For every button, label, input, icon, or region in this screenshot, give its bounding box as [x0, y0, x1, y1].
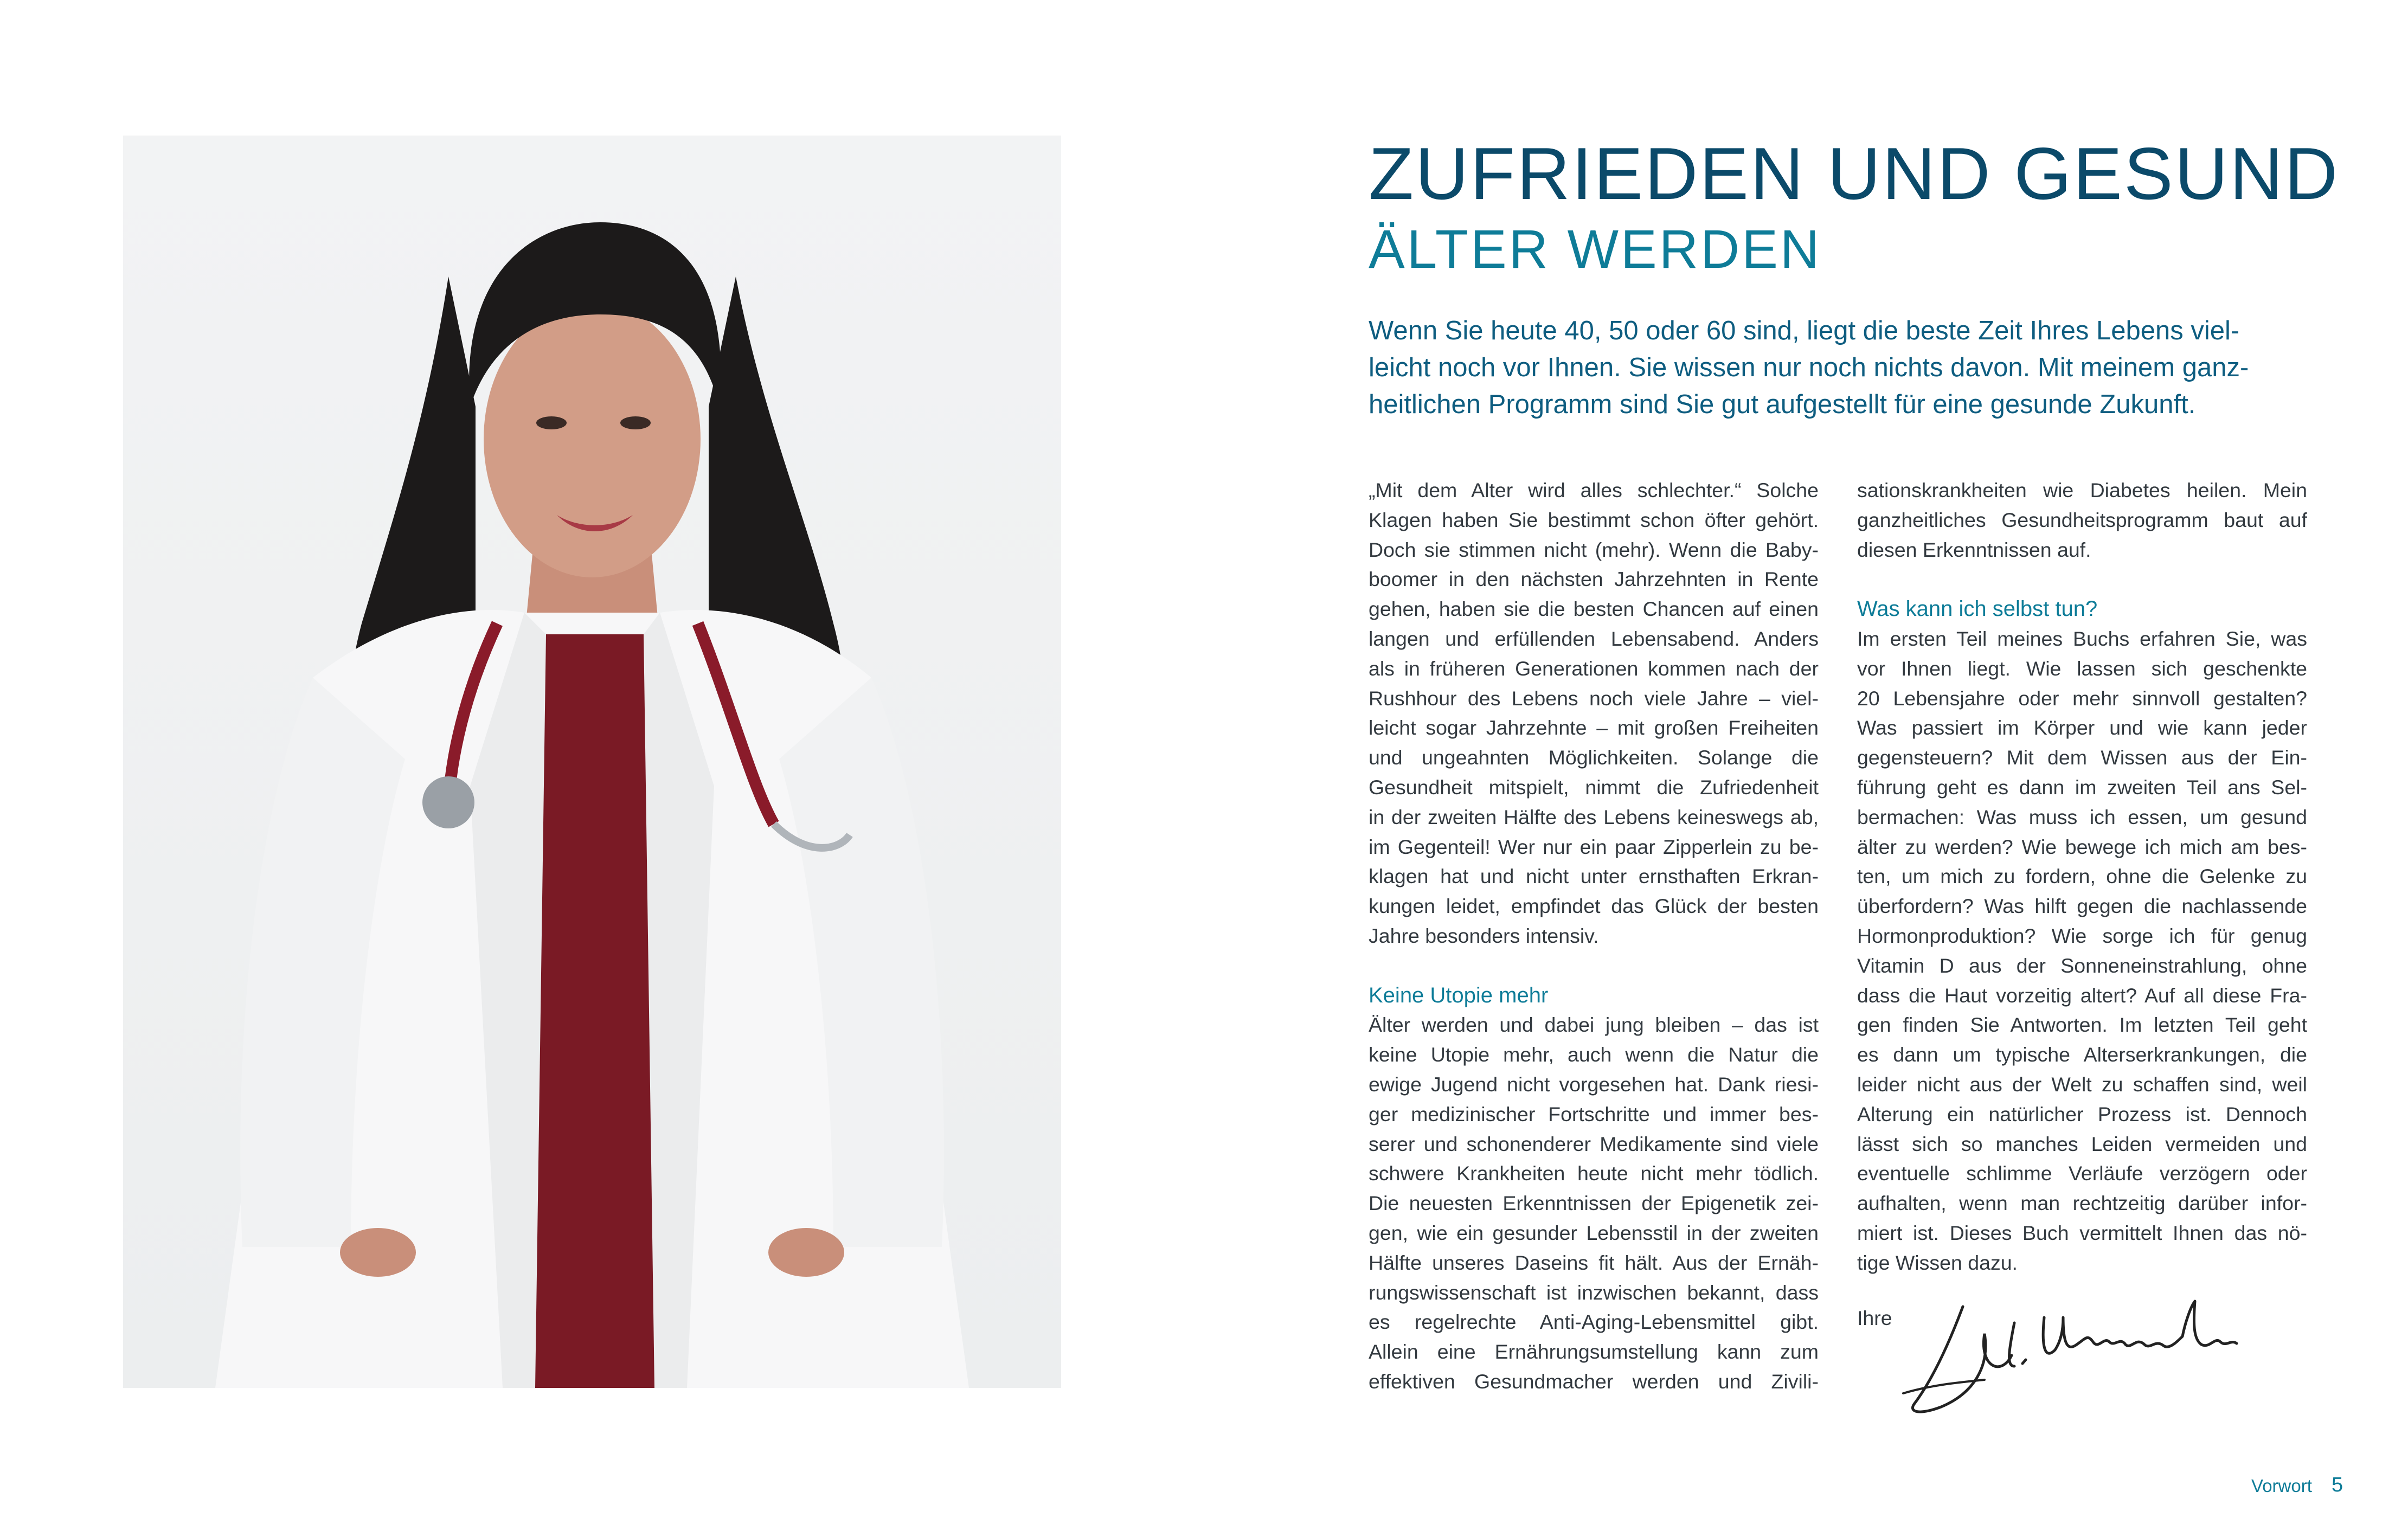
- body-line: als in früheren Generationen kommen nach der: [1369, 657, 1819, 680]
- body-line: miert ist. Dieses Buch vermittelt Ihnen das nö-: [1857, 1221, 2307, 1244]
- body-line: älter zu werden? Wie bewege ich mich am bes-: [1857, 835, 2307, 858]
- body-line: Klagen haben Sie bestimmt schon öfter gehört.: [1369, 508, 1819, 531]
- lead-line: heitlichen Programm sind Sie gut aufgestellt für eine gesunde Zukunft.: [1369, 390, 2196, 419]
- body-line: bermachen: Was muss ich essen, um gesund: [1857, 805, 2307, 828]
- body-line: Rushhour des Lebens noch viele Jahre – viel-: [1369, 686, 1819, 710]
- body-line: Älter werden und dabei jung bleiben – das ist: [1369, 1013, 1819, 1037]
- left-text-column: [1369, 475, 1819, 1397]
- doctor-portrait-photo: [123, 136, 1061, 1388]
- body-line: Im ersten Teil meines Buchs erfahren Sie, was: [1857, 627, 2307, 650]
- body-line: Doch sie stimmen nicht (mehr). Wenn die Baby-: [1369, 538, 1819, 561]
- body-line: Jahre besonders intensiv.: [1369, 924, 1599, 947]
- body-line: ten, um mich zu fordern, ohne die Gelenke zu: [1857, 865, 2307, 888]
- body-line: führung geht es dann im zweiten Teil ans Sel-: [1857, 775, 2307, 799]
- body-line: in der zweiten Hälfte des Lebens keineswegs ab,: [1369, 805, 1819, 828]
- body-line: 20 Lebensjahre oder mehr sinnvoll gestalten?: [1857, 686, 2307, 710]
- body-line: gen, wie ein gesunder Lebensstil in der zweiten: [1369, 1221, 1819, 1244]
- body-line: Was passiert im Körper und wie kann jeder: [1857, 716, 2307, 739]
- right-text-column: [1857, 475, 2307, 1278]
- lead-line: Wenn Sie heute 40, 50 oder 60 sind, liegt die beste Zeit Ihres Lebens viel-: [1369, 316, 2240, 345]
- body-line: ewige Jugend nicht vorgesehen hat. Dank riesi-: [1369, 1072, 1819, 1096]
- lead-line: leicht noch vor Ihnen. Sie wissen nur noch nichts davon. Mit meinem ganz-: [1369, 353, 2249, 382]
- body-line: diesen Erkenntnissen auf.: [1857, 538, 2091, 561]
- body-line: gegensteuern? Mit dem Wissen aus der Ein-: [1857, 746, 2307, 769]
- body-line: ger medizinischer Fortschritte und immer bes-: [1369, 1102, 1819, 1126]
- body-line: sationskrankheiten wie Diabetes heilen. Mein: [1857, 479, 2307, 501]
- closing-word: Ihre: [1857, 1307, 1892, 1329]
- body-line: Hormonproduktion? Wie sorge ich für genug: [1857, 924, 2307, 947]
- body-line: „Mit dem Alter wird alles schlechter.“ Solche: [1369, 479, 1819, 501]
- body-line: Alterung ein natürlicher Prozess ist. Dennoch: [1857, 1102, 2307, 1126]
- handwritten-signature: [1898, 1285, 2256, 1426]
- body-line: Gesundheit mitspielt, nimmt die Zufriedenheit: [1369, 775, 1819, 799]
- body-line: keine Utopie mehr, auch wenn die Natur die: [1369, 1043, 1819, 1066]
- body-line: Allein eine Ernährungsumstellung kann zum: [1369, 1340, 1819, 1364]
- body-line: dass die Haut vorzeitig altert? Auf all diese Fra-: [1857, 983, 2307, 1007]
- body-line: serer und schonenderer Medikamente sind viele: [1369, 1132, 1819, 1155]
- body-line: kungen leidet, empfindet das Glück der besten: [1369, 895, 1819, 918]
- body-line: klagen hat und nicht unter ernsthaften Erkran-: [1369, 865, 1819, 888]
- body-line: überfordern? Was hilft gegen die nachlassende: [1857, 895, 2307, 918]
- body-line: aufhalten, wenn man rechtzeitig darüber infor-: [1857, 1192, 2307, 1215]
- body-line: vor Ihnen liegt. Wie lassen sich geschenkte: [1857, 657, 2307, 680]
- body-line: Die neuesten Erkenntnissen der Epigenetik zei-: [1369, 1192, 1819, 1215]
- body-line: effektiven Gesundmacher werden und Zivili-: [1369, 1369, 1819, 1393]
- body-line: boomer in den nächsten Jahrzehnten in Rente: [1369, 568, 1819, 591]
- body-line: ganzheitliches Gesundheitsprogramm baut auf: [1857, 508, 2307, 531]
- body-line: leider nicht aus der Welt zu schaffen sind, weil: [1857, 1072, 2307, 1096]
- portrait-illustration: [123, 136, 1061, 1388]
- body-line: lässt sich so manches Leiden vermeiden und: [1857, 1132, 2307, 1155]
- body-line: es dann um typische Alterserkrankungen, die: [1857, 1043, 2307, 1066]
- body-line: gehen, haben sie die besten Chancen auf einen: [1369, 597, 1819, 621]
- section-subheading: Was kann ich selbst tun?: [1857, 597, 2098, 621]
- footer-section-label: Vorwort: [2251, 1476, 2312, 1496]
- body-line: eventuelle schlimme Verläufe verzögern oder: [1857, 1162, 2307, 1185]
- page-number: 5: [2332, 1474, 2343, 1496]
- lead-paragraph: [1369, 312, 2290, 423]
- body-line: leicht sogar Jahrzehnte – mit großen Freiheiten: [1369, 716, 1819, 739]
- body-line: Vitamin D aus der Sonneneinstrahlung, ohne: [1857, 954, 2307, 977]
- body-line: im Gegenteil! Wer nur ein paar Zipperlein zu be-: [1369, 835, 1819, 858]
- body-line: es regelrechte Anti-Aging-Lebensmittel gibt.: [1369, 1310, 1819, 1334]
- body-line: Hälfte unseres Daseins fit hält. Aus der Ernäh-: [1369, 1251, 1819, 1274]
- body-line: rungswissenschaft ist inzwischen bekannt, dass: [1369, 1281, 1819, 1304]
- page-title: ZUFRIEDEN UND GESUND: [1369, 132, 2340, 215]
- body-line: und ungeahnten Möglichkeiten. Solange die: [1369, 746, 1819, 769]
- body-line: tige Wissen dazu.: [1857, 1251, 2018, 1274]
- page-subtitle: ÄLTER WERDEN: [1369, 219, 1822, 280]
- body-line: schwere Krankheiten heute nicht mehr tödlich.: [1369, 1162, 1819, 1185]
- section-subheading: Keine Utopie mehr: [1369, 983, 1549, 1007]
- body-line: langen und erfüllenden Lebensabend. Anders: [1369, 627, 1819, 650]
- body-line: gen finden Sie Antworten. Im letzten Teil geht: [1857, 1013, 2307, 1037]
